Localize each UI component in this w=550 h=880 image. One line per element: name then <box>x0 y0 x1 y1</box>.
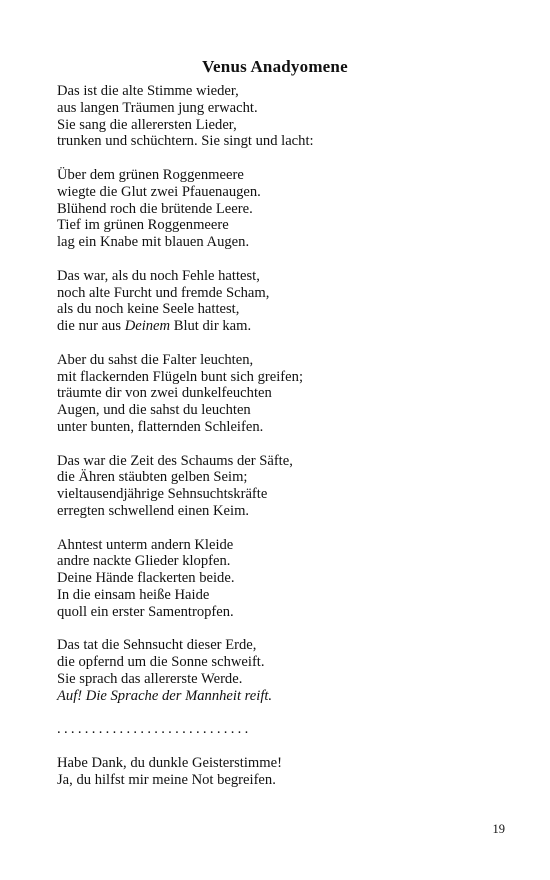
line-text: Ja, du hilfst mir meine Not begreifen. <box>57 771 276 788</box>
poem-line <box>57 234 517 251</box>
line-text: mit flackernden Flügeln bunt sich greifen; <box>57 368 303 385</box>
line-text: erregten schwellend einen Keim. <box>57 502 250 519</box>
stanza <box>57 83 517 150</box>
stanza <box>57 268 517 335</box>
poem-line <box>57 755 517 772</box>
line-text: lag ein Knabe mit blauen Augen. <box>57 234 250 251</box>
poem-line <box>57 285 517 302</box>
line-text: die opfernd um die Sonne schweift. <box>57 654 265 671</box>
poem-line <box>57 318 517 335</box>
poem-line <box>57 268 517 285</box>
poem-line <box>57 201 517 218</box>
line-text: quoll ein erster Samentropfen. <box>57 603 234 620</box>
poem-line <box>57 772 517 789</box>
line-text: Aber du sahst die Falter leuchten, <box>57 351 254 368</box>
line-text: unter bunten, flatternden Schleifen. <box>57 418 264 435</box>
line-text: In die einsam heiße Haide <box>57 586 210 603</box>
stanza <box>57 167 517 251</box>
stanza <box>57 537 517 621</box>
poem-line <box>57 570 517 587</box>
poem-line <box>57 419 517 436</box>
line-text: trunken und schüchtern. Sie singt und lacht: <box>57 133 314 150</box>
line-text: Das tat die Sehnsucht dieser Erde, <box>57 637 257 654</box>
poem-line <box>57 100 517 117</box>
poem-line <box>57 217 517 234</box>
line-text: Das ist die alte Stimme wieder, <box>57 83 239 99</box>
stanza <box>57 453 517 520</box>
line-text: Über dem grünen Roggenmeere <box>57 166 244 183</box>
poem-line <box>57 671 517 688</box>
poem-line <box>57 301 517 318</box>
line-text: noch alte Furcht und fremde Scham, <box>57 284 270 301</box>
poem-line <box>57 604 517 621</box>
poem-body <box>57 83 517 805</box>
emphasized-text: Deinem <box>124 318 171 335</box>
line-text: als du noch keine Seele hattest, <box>57 301 240 318</box>
poem-line <box>57 402 517 419</box>
line-text: Blühend roch die brütende Leere. <box>57 200 253 217</box>
separator-dots: ............................ <box>57 721 252 738</box>
poem-line <box>57 688 517 705</box>
poem-line <box>57 537 517 554</box>
poem-line <box>57 133 517 150</box>
poem-line <box>57 352 517 369</box>
poem-line <box>57 167 517 184</box>
poem-line <box>57 486 517 503</box>
line-text: die Ähren stäubten gelben Seim; <box>57 469 248 486</box>
poem-line <box>57 453 517 470</box>
poem-line <box>57 637 517 654</box>
line-text: Sie sang die allerersten Lieder, <box>57 116 237 133</box>
line-text: Das war, als du noch Fehle hattest, <box>57 267 260 284</box>
stanza <box>57 755 517 789</box>
stanza <box>57 352 517 436</box>
poem-line <box>57 587 517 604</box>
line-text: träumte dir von zwei dunkelfeuchten <box>57 385 272 402</box>
line-text: Ahntest unterm andern Kleide <box>57 536 234 553</box>
line-text: vieltausendjährige Sehnsuchtskräfte <box>57 486 268 503</box>
poem-line <box>57 385 517 402</box>
line-text: Das war die Zeit des Schaums der Säfte, <box>57 452 293 469</box>
line-text: Blut dir kam. <box>170 318 252 335</box>
poem-line <box>57 503 517 520</box>
poem-title: Venus Anadyomene <box>202 57 348 76</box>
line-text: Habe Dank, du dunkle Geisterstimme! <box>57 754 282 771</box>
poem-line <box>57 369 517 386</box>
poem-line <box>57 553 517 570</box>
line-text: Sie sprach das allererste Werde. <box>57 670 243 687</box>
poem-line <box>57 184 517 201</box>
line-text: Deine Hände flackerten beide. <box>57 570 235 587</box>
page-number: 19 <box>492 822 505 836</box>
poem-line <box>57 654 517 671</box>
line-text: Tief im grünen Roggenmeere <box>57 217 229 234</box>
emphasized-text: Auf! Die Sprache der Mannheit reift. <box>57 687 273 704</box>
stanza <box>57 637 517 704</box>
line-text: aus langen Träumen jung erwacht. <box>57 99 258 116</box>
line-text: die nur aus <box>57 318 125 335</box>
line-text: wiegte die Glut zwei Pfauenaugen. <box>57 183 261 200</box>
poem-line <box>57 469 517 486</box>
line-text: andre nackte Glieder klopfen. <box>57 553 231 570</box>
line-text: Augen, und die sahst du leuchten <box>57 402 251 419</box>
poem-line <box>57 117 517 134</box>
poem-line <box>57 83 517 100</box>
